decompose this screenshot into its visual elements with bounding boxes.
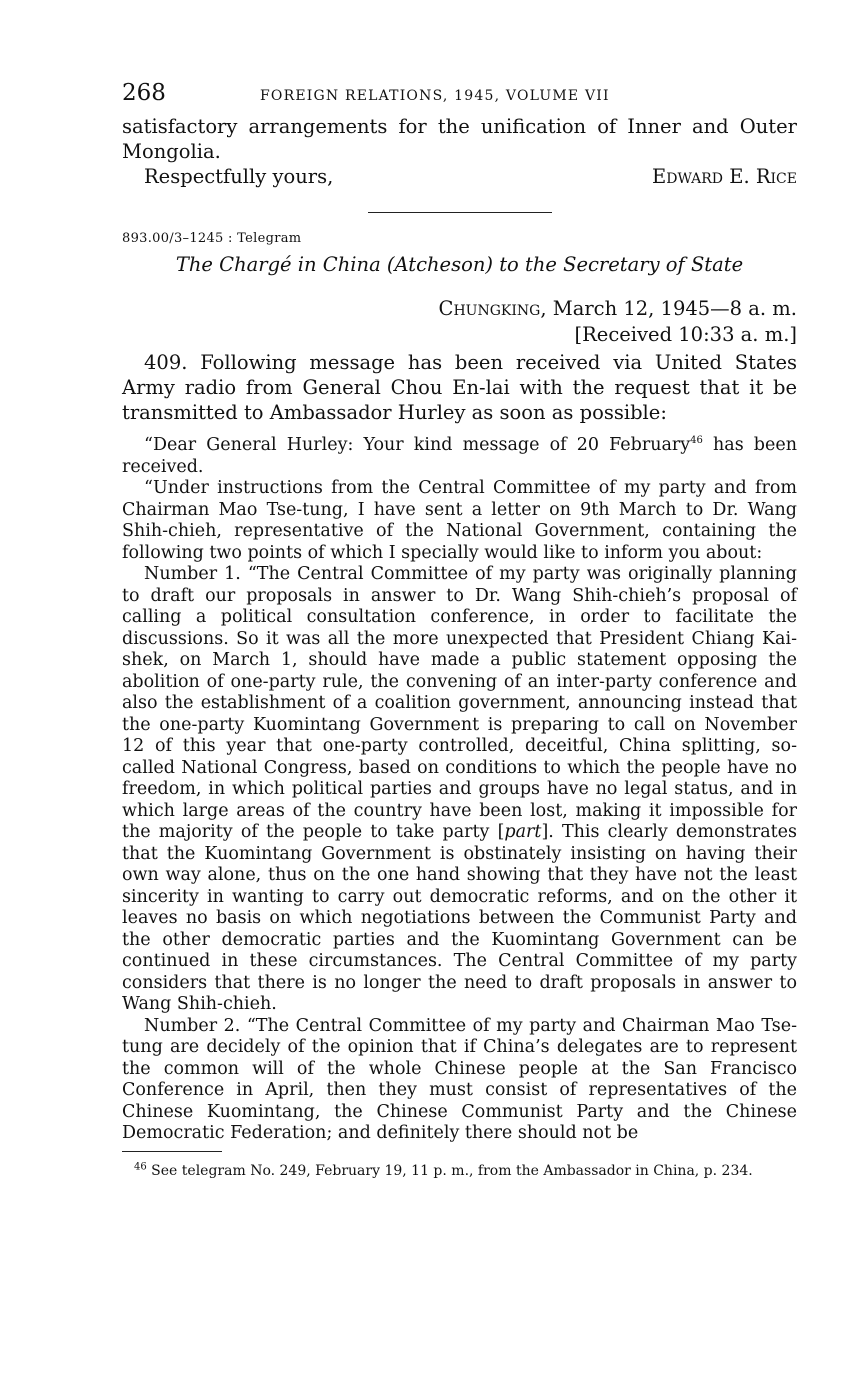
quote-p1-text: “Dear General Hurley: Your kind message of 20 February: [144, 435, 691, 455]
section-divider: [368, 212, 552, 213]
quote-p1-end: has been received.: [122, 435, 797, 477]
dateline: [122, 296, 797, 348]
quote-paragraph-4: Number 2. “The Central Committee of my party and Chairman Mao Tse-tung are decidely of the opinion that if China’s delegates are to represent the common will of the whole Chinese people at the San Francisco Conference in April, then they must consist of representatives of the Chinese Kuomintang, the Chinese Communist Party and the Chinese Democratic Federation; and definitely there should not be: [122, 1015, 797, 1143]
running-title: FOREIGN RELATIONS, 1945, VOLUME VII: [260, 88, 610, 104]
page-number: 268: [122, 80, 166, 106]
quote-paragraph-2: “Under instructions from the Central Committee of my party and from Chairman Mao Tse-tung, I have sent a letter on 9th March to Dr. Wang Shih-chieh, representative of the National Government, containing the following two points of which I specially would like to inform you about:: [122, 478, 797, 563]
previous-letter-closing: satisfactory arrangements for the unification of Inner and Outer Mongolia.: [122, 115, 797, 163]
footnote: [122, 1162, 797, 1181]
received-time: [Received 10:33 a. m.]: [574, 323, 797, 346]
footnote-divider: [122, 1151, 222, 1152]
footnote-text: See telegram No. 249, February 19, 11 p. m., from the Ambassador in China, p. 234.: [146, 1162, 753, 1179]
signature-row: [122, 164, 797, 190]
page-header: [122, 80, 797, 114]
document-title: The Chargé in China (Atcheson) to the Secretary of State: [175, 253, 744, 276]
quote-p3-italic: part: [504, 822, 542, 842]
quote-paragraph-3: [122, 564, 797, 1016]
quote-p3-part-b: ]. This clearly demonstrates that the Kuomintang Government is obstinately insisting on having their own way alone, thus on the one hand showing that they have not the least sincerity in wanting to carry out democratic reforms, and on the other it leaves no basis on which negotiations between the Communist Party and the other democratic parties and the Kuomintang Government can be continued in these circumstances. The Central Committee of my party considers that there is no longer the need to draft proposals in answer to Wang Shih-chieh.: [122, 822, 797, 1014]
document-page: [122, 80, 797, 1181]
telegram-intro: 409. Following message has been received via United States Army radio from General Chou En-lai with the request that it be transmitted to Ambassador Hurley as soon as possible:: [122, 351, 797, 424]
signature: Edward E. Rice: [651, 165, 797, 188]
salutation: Respectfully yours,: [144, 165, 334, 188]
quote-p3-part-a: Number 1. “The Central Committee of my party was originally planning to draft our proposals in answer to Dr. Wang Shih-chieh’s proposal of calling a political consultation conference, in order to facilitate the discussions. So it was all the more unexpected that President Chiang Kai-shek, on March 1, should have made a public statement opposing the abolition of one-party rule, the convening of an inter-party conference and also the establishment of a coalition government, announcing instead that the one-party Kuomintang Government is preparing to call on November 12 of this year that one-party controlled, deceitful, China splitting, so-called National Congress, based on conditions to which the people have no freedom, in which political parties and groups have no legal status, and in which large areas of the country have been lost, making it impossible for the majority of the people to take party [: [122, 564, 797, 842]
footnote-number: 46: [134, 1160, 147, 1172]
file-reference: 893.00/3–1245 : Telegram: [122, 231, 302, 246]
quote-paragraph-1: [122, 435, 797, 478]
footnote-marker[interactable]: 46: [690, 435, 703, 447]
dateline-place: Chungking: [438, 297, 541, 320]
dateline-date: , March 12, 1945—8 a. m.: [540, 297, 797, 320]
